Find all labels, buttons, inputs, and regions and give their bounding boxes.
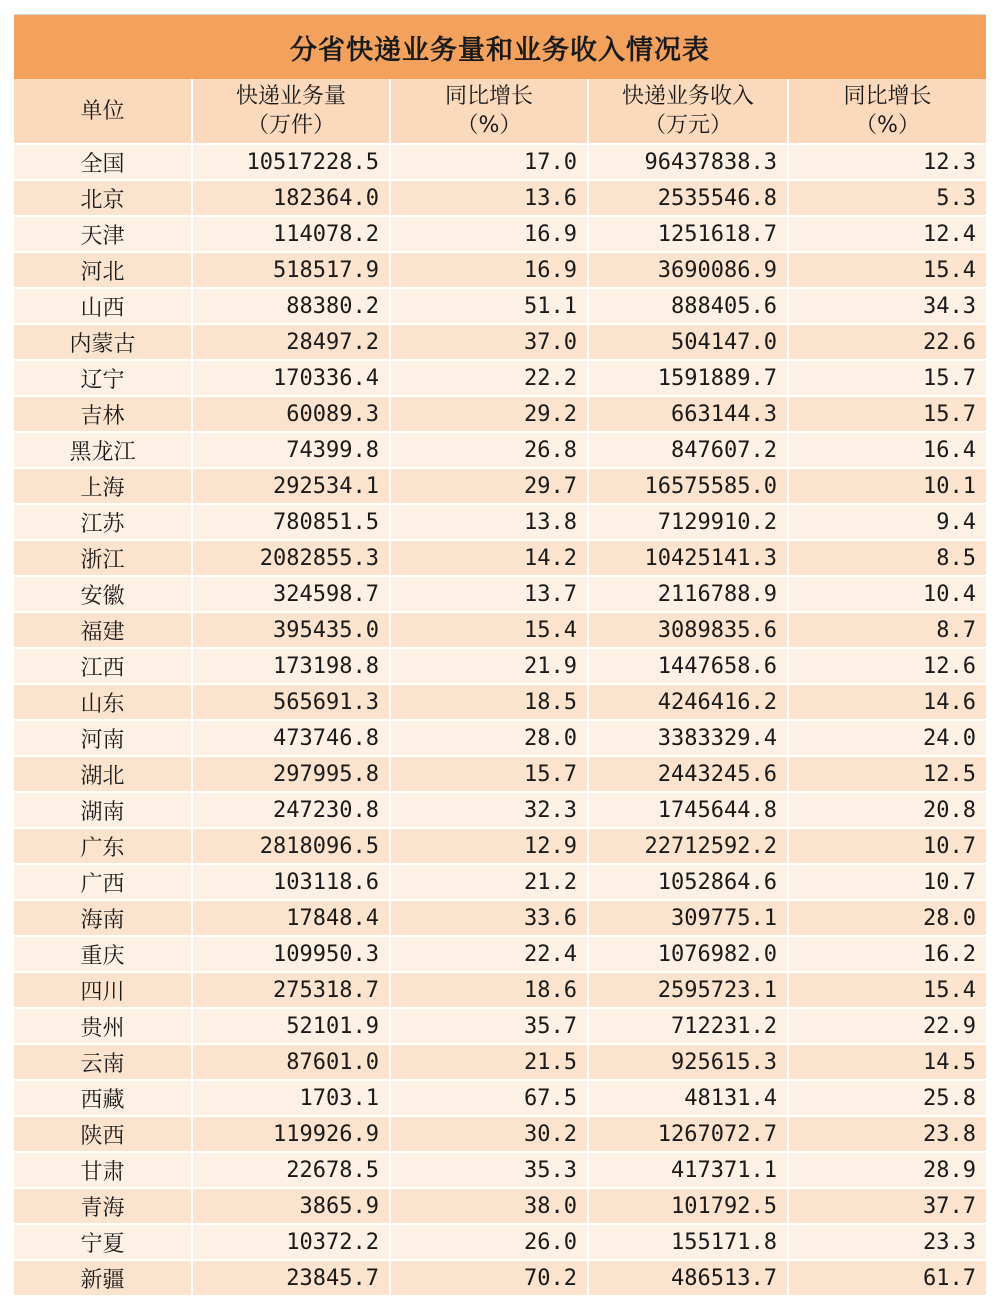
revenue-growth-cell: 16.2 xyxy=(788,936,986,972)
express-revenue-cell: 1591889.7 xyxy=(588,360,788,396)
table-row xyxy=(14,648,986,684)
province-name-cell: 贵州 xyxy=(14,1008,192,1044)
express-revenue-cell: 504147.0 xyxy=(588,324,788,360)
table-row xyxy=(14,1008,986,1044)
express-volume-cell: 565691.3 xyxy=(192,684,390,720)
province-name-cell: 河北 xyxy=(14,252,192,288)
express-volume-cell: 10517228.5 xyxy=(192,144,390,180)
express-volume-cell: 3865.9 xyxy=(192,1188,390,1224)
volume-growth-cell: 18.6 xyxy=(390,972,588,1008)
revenue-growth-cell: 37.7 xyxy=(788,1188,986,1224)
province-name-cell: 全国 xyxy=(14,144,192,180)
revenue-growth-cell: 10.7 xyxy=(788,864,986,900)
province-name-cell: 河南 xyxy=(14,720,192,756)
province-name-cell: 湖南 xyxy=(14,792,192,828)
header-volume-growth-unit: （%） xyxy=(456,113,522,138)
express-revenue-cell: 486513.7 xyxy=(588,1260,788,1295)
table-row xyxy=(14,252,986,288)
express-revenue-cell: 1076982.0 xyxy=(588,936,788,972)
table-row xyxy=(14,1260,986,1295)
province-name-cell: 甘肃 xyxy=(14,1152,192,1188)
express-revenue-cell: 847607.2 xyxy=(588,432,788,468)
revenue-growth-cell: 14.6 xyxy=(788,684,986,720)
volume-growth-cell: 12.9 xyxy=(390,828,588,864)
express-revenue-cell: 1447658.6 xyxy=(588,648,788,684)
table-row xyxy=(14,540,986,576)
table-row xyxy=(14,720,986,756)
revenue-growth-cell: 12.6 xyxy=(788,648,986,684)
revenue-growth-cell: 34.3 xyxy=(788,288,986,324)
revenue-growth-cell: 28.9 xyxy=(788,1152,986,1188)
volume-growth-cell: 21.2 xyxy=(390,864,588,900)
volume-growth-cell: 37.0 xyxy=(390,324,588,360)
table-row xyxy=(14,1152,986,1188)
province-name-cell: 西藏 xyxy=(14,1080,192,1116)
revenue-growth-cell: 15.4 xyxy=(788,972,986,1008)
volume-growth-cell: 35.7 xyxy=(390,1008,588,1044)
express-revenue-cell: 925615.3 xyxy=(588,1044,788,1080)
province-name-cell: 黑龙江 xyxy=(14,432,192,468)
province-name-cell: 天津 xyxy=(14,216,192,252)
province-name-cell: 北京 xyxy=(14,180,192,216)
revenue-growth-cell: 10.4 xyxy=(788,576,986,612)
province-name-cell: 湖北 xyxy=(14,756,192,792)
volume-growth-cell: 33.6 xyxy=(390,900,588,936)
express-volume-cell: 88380.2 xyxy=(192,288,390,324)
header-unit-label: 单位 xyxy=(80,98,125,124)
volume-growth-cell: 15.7 xyxy=(390,756,588,792)
revenue-growth-cell: 10.1 xyxy=(788,468,986,504)
express-revenue-cell: 309775.1 xyxy=(588,900,788,936)
revenue-growth-cell: 61.7 xyxy=(788,1260,986,1295)
volume-growth-cell: 21.9 xyxy=(390,648,588,684)
province-name-cell: 江苏 xyxy=(14,504,192,540)
express-volume-cell: 2818096.5 xyxy=(192,828,390,864)
express-volume-cell: 780851.5 xyxy=(192,504,390,540)
volume-growth-cell: 22.2 xyxy=(390,360,588,396)
volume-growth-cell: 13.6 xyxy=(390,180,588,216)
revenue-growth-cell: 8.7 xyxy=(788,612,986,648)
express-revenue-cell: 1052864.6 xyxy=(588,864,788,900)
revenue-growth-cell: 12.4 xyxy=(788,216,986,252)
table-row xyxy=(14,504,986,540)
province-name-cell: 云南 xyxy=(14,1044,192,1080)
header-revenue-unit: （万元） xyxy=(643,113,732,138)
province-name-cell: 青海 xyxy=(14,1188,192,1224)
express-revenue-cell: 155171.8 xyxy=(588,1224,788,1260)
express-volume-cell: 292534.1 xyxy=(192,468,390,504)
province-name-cell: 广西 xyxy=(14,864,192,900)
province-express-table xyxy=(14,79,986,1295)
express-revenue-cell: 3690086.9 xyxy=(588,252,788,288)
express-revenue-cell: 1251618.7 xyxy=(588,216,788,252)
province-name-cell: 安徽 xyxy=(14,576,192,612)
table-row xyxy=(14,612,986,648)
table-row xyxy=(14,180,986,216)
volume-growth-cell: 18.5 xyxy=(390,684,588,720)
table-row xyxy=(14,144,986,180)
table-title-bar xyxy=(14,14,986,79)
express-volume-cell: 114078.2 xyxy=(192,216,390,252)
express-volume-cell: 170336.4 xyxy=(192,360,390,396)
express-volume-cell: 74399.8 xyxy=(192,432,390,468)
volume-growth-cell: 32.3 xyxy=(390,792,588,828)
express-volume-cell: 182364.0 xyxy=(192,180,390,216)
table-row xyxy=(14,792,986,828)
express-volume-cell: 297995.8 xyxy=(192,756,390,792)
volume-growth-cell: 28.0 xyxy=(390,720,588,756)
express-volume-cell: 60089.3 xyxy=(192,396,390,432)
header-volume-label: 快递业务量 xyxy=(235,84,346,109)
express-revenue-cell: 101792.5 xyxy=(588,1188,788,1224)
volume-growth-cell: 35.3 xyxy=(390,1152,588,1188)
header-revenue xyxy=(588,79,788,144)
revenue-growth-cell: 15.7 xyxy=(788,396,986,432)
express-revenue-cell: 7129910.2 xyxy=(588,504,788,540)
table-row xyxy=(14,360,986,396)
province-name-cell: 广东 xyxy=(14,828,192,864)
volume-growth-cell: 15.4 xyxy=(390,612,588,648)
table-row xyxy=(14,576,986,612)
table-row xyxy=(14,1080,986,1116)
table-row xyxy=(14,828,986,864)
table-row xyxy=(14,864,986,900)
express-volume-cell: 518517.9 xyxy=(192,252,390,288)
express-revenue-cell: 888405.6 xyxy=(588,288,788,324)
volume-growth-cell: 29.2 xyxy=(390,396,588,432)
express-stats-sheet xyxy=(14,14,986,1295)
express-volume-cell: 275318.7 xyxy=(192,972,390,1008)
header-revenue-growth xyxy=(788,79,986,144)
volume-growth-cell: 26.0 xyxy=(390,1224,588,1260)
province-name-cell: 上海 xyxy=(14,468,192,504)
revenue-growth-cell: 22.6 xyxy=(788,324,986,360)
express-revenue-cell: 16575585.0 xyxy=(588,468,788,504)
table-row xyxy=(14,324,986,360)
express-revenue-cell: 663144.3 xyxy=(588,396,788,432)
volume-growth-cell: 14.2 xyxy=(390,540,588,576)
table-row xyxy=(14,468,986,504)
revenue-growth-cell: 8.5 xyxy=(788,540,986,576)
volume-growth-cell: 22.4 xyxy=(390,936,588,972)
revenue-growth-cell: 12.5 xyxy=(788,756,986,792)
volume-growth-cell: 38.0 xyxy=(390,1188,588,1224)
express-volume-cell: 87601.0 xyxy=(192,1044,390,1080)
volume-growth-cell: 67.5 xyxy=(390,1080,588,1116)
revenue-growth-cell: 14.5 xyxy=(788,1044,986,1080)
express-revenue-cell: 96437838.3 xyxy=(588,144,788,180)
province-name-cell: 吉林 xyxy=(14,396,192,432)
table-row xyxy=(14,684,986,720)
province-name-cell: 山西 xyxy=(14,288,192,324)
revenue-growth-cell: 25.8 xyxy=(788,1080,986,1116)
province-name-cell: 江西 xyxy=(14,648,192,684)
table-body xyxy=(14,144,986,1295)
province-name-cell: 重庆 xyxy=(14,936,192,972)
revenue-growth-cell: 28.0 xyxy=(788,900,986,936)
table-row xyxy=(14,1224,986,1260)
table-row xyxy=(14,756,986,792)
header-volume-unit: （万件） xyxy=(246,113,335,138)
express-volume-cell: 109950.3 xyxy=(192,936,390,972)
province-name-cell: 山东 xyxy=(14,684,192,720)
table-row xyxy=(14,936,986,972)
table-title: 分省快递业务量和业务收入情况表 xyxy=(290,34,710,66)
express-revenue-cell: 2535546.8 xyxy=(588,180,788,216)
volume-growth-cell: 13.8 xyxy=(390,504,588,540)
table-row xyxy=(14,1044,986,1080)
express-revenue-cell: 2443245.6 xyxy=(588,756,788,792)
table-row xyxy=(14,1116,986,1152)
express-revenue-cell: 4246416.2 xyxy=(588,684,788,720)
header-revenue-growth-unit: （%） xyxy=(855,113,920,138)
volume-growth-cell: 13.7 xyxy=(390,576,588,612)
revenue-growth-cell: 15.7 xyxy=(788,360,986,396)
header-volume-growth xyxy=(390,79,588,144)
province-name-cell: 福建 xyxy=(14,612,192,648)
express-volume-cell: 1703.1 xyxy=(192,1080,390,1116)
province-name-cell: 四川 xyxy=(14,972,192,1008)
volume-growth-cell: 29.7 xyxy=(390,468,588,504)
volume-growth-cell: 51.1 xyxy=(390,288,588,324)
province-name-cell: 海南 xyxy=(14,900,192,936)
header-revenue-growth-label: 同比增长 xyxy=(843,84,932,109)
table-row xyxy=(14,900,986,936)
express-volume-cell: 23845.7 xyxy=(192,1260,390,1295)
express-volume-cell: 52101.9 xyxy=(192,1008,390,1044)
header-volume xyxy=(192,79,390,144)
revenue-growth-cell: 20.8 xyxy=(788,792,986,828)
province-name-cell: 新疆 xyxy=(14,1260,192,1295)
volume-growth-cell: 30.2 xyxy=(390,1116,588,1152)
province-name-cell: 宁夏 xyxy=(14,1224,192,1260)
express-volume-cell: 22678.5 xyxy=(192,1152,390,1188)
revenue-growth-cell: 16.4 xyxy=(788,432,986,468)
revenue-growth-cell: 10.7 xyxy=(788,828,986,864)
revenue-growth-cell: 24.0 xyxy=(788,720,986,756)
table-row xyxy=(14,396,986,432)
table-row xyxy=(14,972,986,1008)
revenue-growth-cell: 22.9 xyxy=(788,1008,986,1044)
province-name-cell: 内蒙古 xyxy=(14,324,192,360)
revenue-growth-cell: 9.4 xyxy=(788,504,986,540)
express-revenue-cell: 3383329.4 xyxy=(588,720,788,756)
table-row xyxy=(14,216,986,252)
express-revenue-cell: 2595723.1 xyxy=(588,972,788,1008)
header-row xyxy=(14,79,986,144)
express-volume-cell: 2082855.3 xyxy=(192,540,390,576)
province-name-cell: 浙江 xyxy=(14,540,192,576)
revenue-growth-cell: 12.3 xyxy=(788,144,986,180)
express-revenue-cell: 417371.1 xyxy=(588,1152,788,1188)
revenue-growth-cell: 15.4 xyxy=(788,252,986,288)
volume-growth-cell: 70.2 xyxy=(390,1260,588,1295)
revenue-growth-cell: 5.3 xyxy=(788,180,986,216)
express-revenue-cell: 48131.4 xyxy=(588,1080,788,1116)
volume-growth-cell: 16.9 xyxy=(390,252,588,288)
express-revenue-cell: 1267072.7 xyxy=(588,1116,788,1152)
province-name-cell: 辽宁 xyxy=(14,360,192,396)
express-revenue-cell: 22712592.2 xyxy=(588,828,788,864)
volume-growth-cell: 21.5 xyxy=(390,1044,588,1080)
express-volume-cell: 103118.6 xyxy=(192,864,390,900)
province-name-cell: 陕西 xyxy=(14,1116,192,1152)
header-unit xyxy=(14,79,192,144)
header-volume-growth-label: 同比增长 xyxy=(444,84,533,109)
express-volume-cell: 17848.4 xyxy=(192,900,390,936)
express-revenue-cell: 1745644.8 xyxy=(588,792,788,828)
express-volume-cell: 10372.2 xyxy=(192,1224,390,1260)
express-revenue-cell: 2116788.9 xyxy=(588,576,788,612)
express-volume-cell: 119926.9 xyxy=(192,1116,390,1152)
table-row xyxy=(14,432,986,468)
volume-growth-cell: 16.9 xyxy=(390,216,588,252)
express-volume-cell: 473746.8 xyxy=(192,720,390,756)
express-volume-cell: 395435.0 xyxy=(192,612,390,648)
express-volume-cell: 28497.2 xyxy=(192,324,390,360)
express-revenue-cell: 712231.2 xyxy=(588,1008,788,1044)
express-volume-cell: 247230.8 xyxy=(192,792,390,828)
express-revenue-cell: 10425141.3 xyxy=(588,540,788,576)
table-row xyxy=(14,288,986,324)
express-volume-cell: 324598.7 xyxy=(192,576,390,612)
revenue-growth-cell: 23.8 xyxy=(788,1116,986,1152)
volume-growth-cell: 17.0 xyxy=(390,144,588,180)
revenue-growth-cell: 23.3 xyxy=(788,1224,986,1260)
table-row xyxy=(14,1188,986,1224)
express-revenue-cell: 3089835.6 xyxy=(588,612,788,648)
header-revenue-label: 快递业务收入 xyxy=(621,84,754,109)
volume-growth-cell: 26.8 xyxy=(390,432,588,468)
express-volume-cell: 173198.8 xyxy=(192,648,390,684)
